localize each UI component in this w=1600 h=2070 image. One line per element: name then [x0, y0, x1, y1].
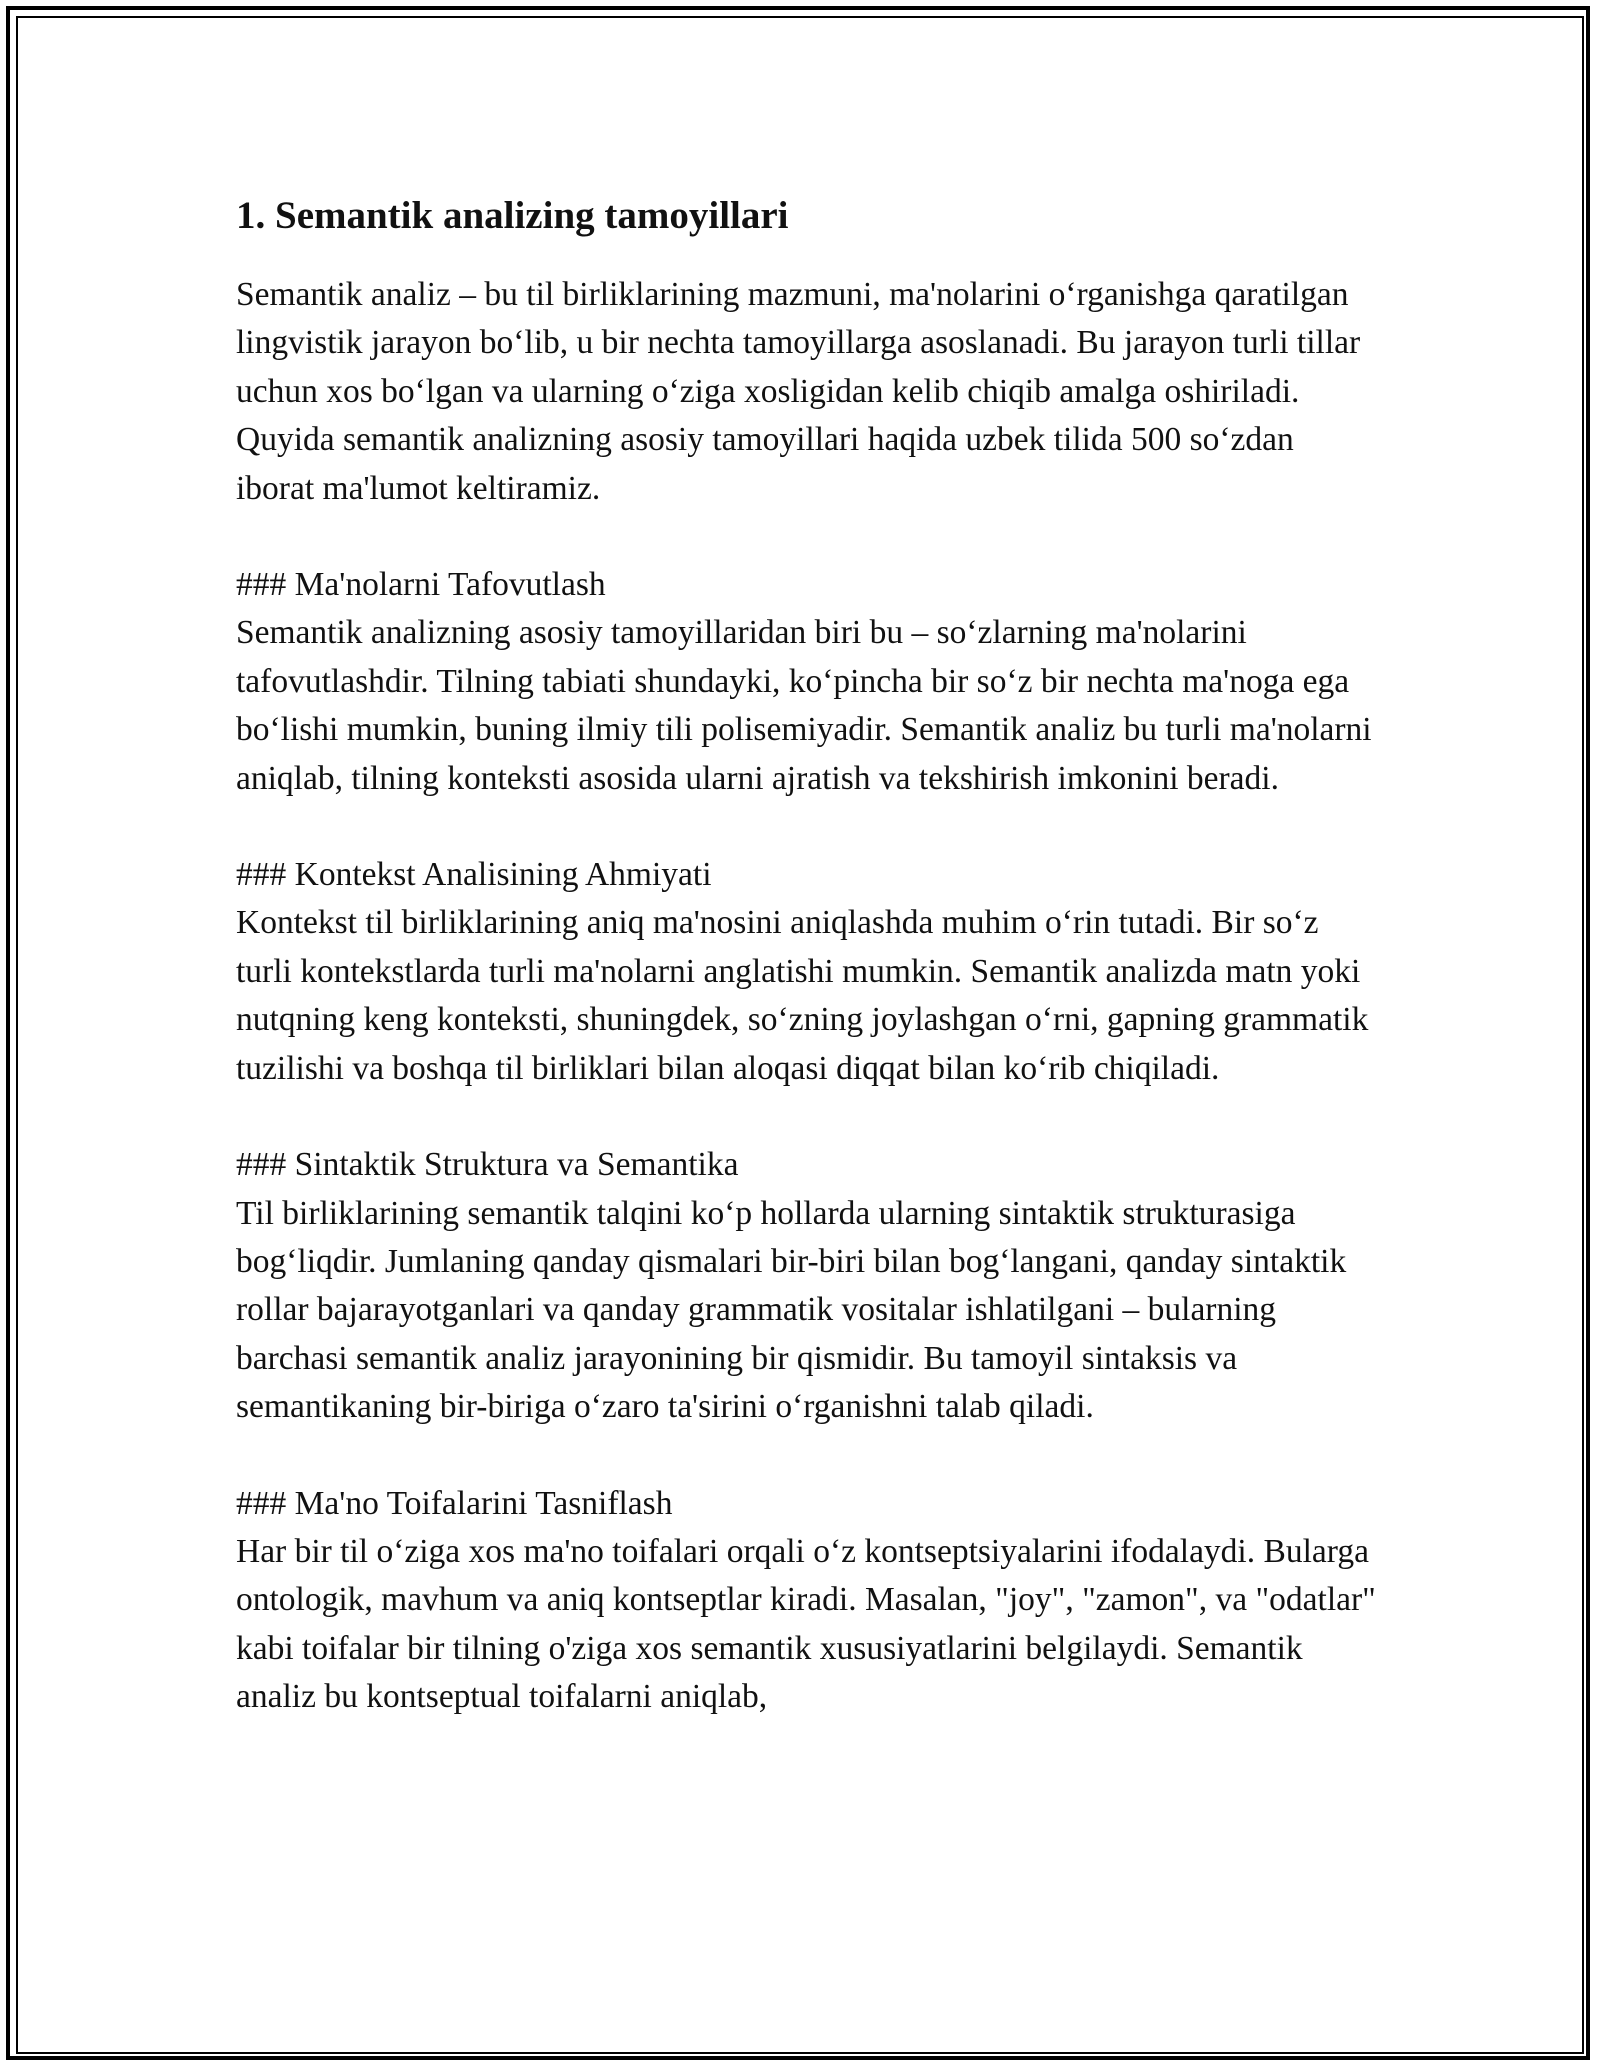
document-body	[236, 183, 1376, 1770]
section-heading: ### Kontekst Analisining Ahmiyati	[236, 856, 712, 894]
intro-paragraph: Semantik analiz – bu til birliklarining mazmuni, ma'nolarini oʻrganishga qaratilgan lingvistik jarayon boʻlib, u bir nechta tamoyillarga asoslanadi. Bu jarayon turli tillar uchun xos boʻlgan va ularning oʻziga xosligidan kelib chiqib amalga oshiriladi. Quyida semantik analizning asosiy tamoyillari haqida uzbek tilida 500 soʻzdan iborat ma'lumot keltiramiz.	[236, 276, 1361, 507]
section-body: Semantik analizning asosiy tamoyillaridan biri bu – soʻzlarning ma'nolarini tafovutlashdir. Tilning tabiati shundayki, koʻpincha bir soʻz bir nechta ma'noga ega boʻlishi mumkin, buning ilmiy tili polisemiyadir. Semantik analiz bu turli ma'nolarni aniqlab, tilning konteksti asosida ularni ajratish va tekshirish imkonini beradi.	[236, 614, 1372, 797]
section-body: Har bir til oʻziga xos ma'no toifalari orqali oʻz kontseptsiyalarini ifodalaydi. Bularga ontologik, mavhum va aniq kontseptlar kiradi. Masalan, "joy", "zamon", va "odatlar" kabi toifalar bir tilning o'ziga xos semantik xususiyatlarini belgilaydi. Semantik analiz bu kontseptual toifalarni aniqlab,	[236, 1532, 1376, 1716]
section-mano-toifalarini-tasniflash	[236, 1480, 1376, 1722]
section-heading: ### Ma'nolarni Tafovutlash	[236, 566, 606, 604]
section-heading: ### Sintaktik Struktura va Semantika	[236, 1146, 739, 1184]
section-heading: ### Ma'no Toifalarini Tasniflash	[236, 1484, 673, 1522]
section-body: Til birliklarining semantik talqini koʻp hollarda ularning sintaktik strukturasiga bogʻliqdir. Jumlaning qanday qismalari bir-biri bilan bogʻlangani, qanday sintaktik rollar bajarayotganlari va qanday grammatik vositalar ishlatilgani – bularning barchasi semantik analiz jarayonining bir qismidir. Bu tamoyil sintaksis va semantikaning bir-biriga oʻzaro ta'sirini oʻrganishni talab qiladi.	[236, 1194, 1347, 1426]
section-kontekst-analisining-ahmiyati	[236, 851, 1376, 1093]
section-body: Kontekst til birliklarining aniq ma'nosini aniqlashda muhim oʻrin tutadi. Bir soʻz turli kontekstlarda turli ma'nolarni anglatishi mumkin. Semantik analizda matn yoki nutqning keng konteksti, shuningdek, soʻzning joylashgan oʻrni, gapning grammatik tuzilishi va boshqa til birliklari bilan aloqasi diqqat bilan koʻrib chiqiladi.	[236, 904, 1369, 1087]
section-sintaktik-struktura	[236, 1141, 1376, 1431]
document-title: 1. Semantik analizing tamoyillari	[236, 194, 789, 237]
section-manolarni-tafovutlash	[236, 561, 1376, 803]
